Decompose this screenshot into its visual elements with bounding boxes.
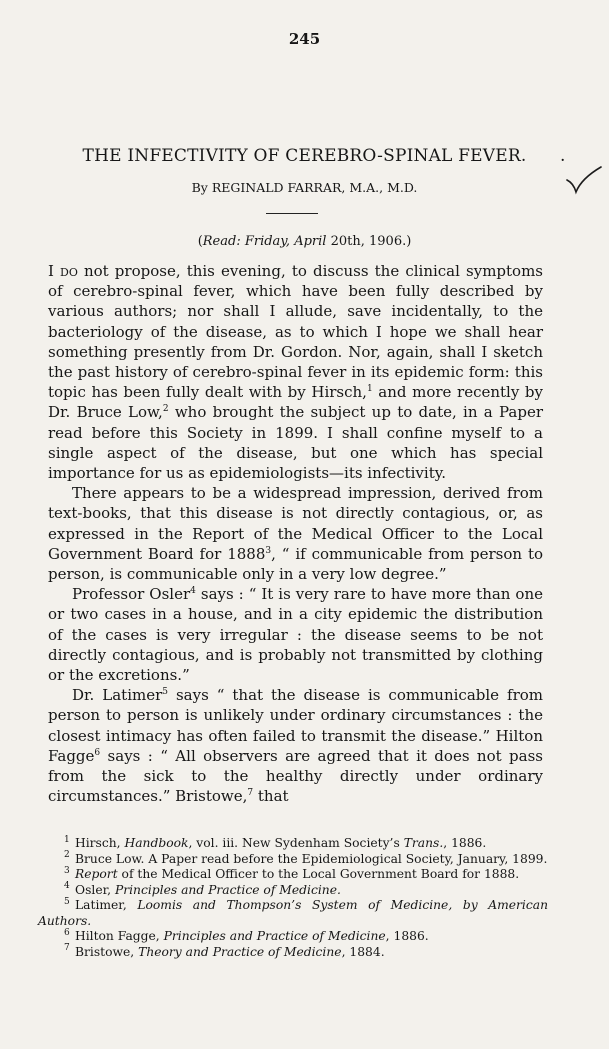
paragraph-p1: I do not propose, this evening, to discuss the clinical symptoms of cerebro-spinal fever, which have been fully described by various authors; nor shall I allude, save incidentally, to the bacteriology of the disease, as to which I hope we shall hear something presently from Dr. Gordon. Nor, again, shall I sketch the past history of cerebro-spinal fever in its epidemic form: this topic has been fully dealt with by Hirsch,$^1$ and more recently by Dr. Bruce Low,$^2$ who brought the subject up to date, in a Paper read before this Society in 1899. I shall confine myself to a single aspect of the disease, but one which has special importance for us as epidemiologists—its infectivity. bbox=[48, 262, 544, 483]
body-text bbox=[48, 261, 543, 806]
footnotes bbox=[38, 836, 548, 960]
footnote-ref: 7 bbox=[247, 788, 254, 799]
article-title: THE INFECTIVITY OF CEREBRO-SPINAL FEVER. bbox=[82, 146, 527, 166]
footnote-1: 1 Hirsch, Handbook, vol. iii. New Sydenham Society’s Trans., 1886. bbox=[64, 834, 487, 850]
footnote-7: 7 Bristowe, Theory and Practice of Medicine, 1884. bbox=[64, 943, 385, 959]
page-number: 245 bbox=[288, 30, 321, 48]
read-date-note: (Read: Friday, April 20th, 1906.) bbox=[197, 234, 412, 249]
footnote-6: 6 Hilton Fagge, Principles and Practice of Medicine, 1886. bbox=[64, 927, 429, 943]
footnote-5: 5 Latimer, Loomis and Thompson’s System of Medicine, by American Authors. bbox=[38, 896, 548, 928]
title-trailing-dot: . bbox=[560, 146, 566, 166]
footnote-ref: 5 bbox=[162, 687, 169, 698]
title-rule bbox=[266, 213, 318, 214]
paragraph-lead: I do bbox=[48, 262, 78, 280]
footnote-3: 3 Report of the Medical Officer to the Local Government Board for 1888. bbox=[64, 865, 520, 881]
footnote-2: 2 Bruce Low. A Paper read before the Epidemiological Society, January, 1899. bbox=[64, 850, 548, 866]
byline bbox=[0, 180, 609, 195]
footnote-ref: 3 bbox=[265, 545, 272, 556]
paragraph-p4: Dr. Latimer$^5$ says “ that the disease is communicable from person to person is unlikely under ordinary circumstances : the closest intimacy has often failed to transmit the disease.” Hilton Fagge$^6$ says : “ All observers are agreed that it does not pass from the sick to the healthy directly under ordinary circumstances.” Bristowe,$^7$ that bbox=[48, 686, 543, 806]
footnote-ref: 1 bbox=[366, 384, 373, 395]
read-date: Friday, April bbox=[244, 234, 327, 249]
footnote-ref: 2 bbox=[162, 404, 169, 415]
read-label: Read: bbox=[202, 234, 241, 249]
paragraph-p2: There appears to be a widespread impression, derived from text-books, that this disease is not directly contagious, or, as expressed in the Report of the Medical Officer to the Local Government Board for 1888$^3$, “ if communicable from person to person, is communicable only in a very low degree.” bbox=[48, 484, 544, 584]
byline-prefix: By bbox=[191, 180, 208, 195]
author-name: REGINALD FARRAR, M.A., M.D. bbox=[211, 180, 418, 195]
footnote-ref: 4 bbox=[190, 586, 196, 597]
footnote-ref: 6 bbox=[94, 747, 101, 758]
paragraph-p3: Professor Osler$^4$ says : “ It is very rare to have more than one or two cases in a house, and in a city epidemic the distribution of the cases is very irregular : the disease seems to be not directly contagious, and is probably not transmitted by clothing or the excretions.” bbox=[48, 585, 544, 685]
footnote-4: 4 Osler, Principles and Practice of Medicine. bbox=[64, 881, 341, 897]
handwritten-check-mark-icon bbox=[565, 166, 603, 202]
